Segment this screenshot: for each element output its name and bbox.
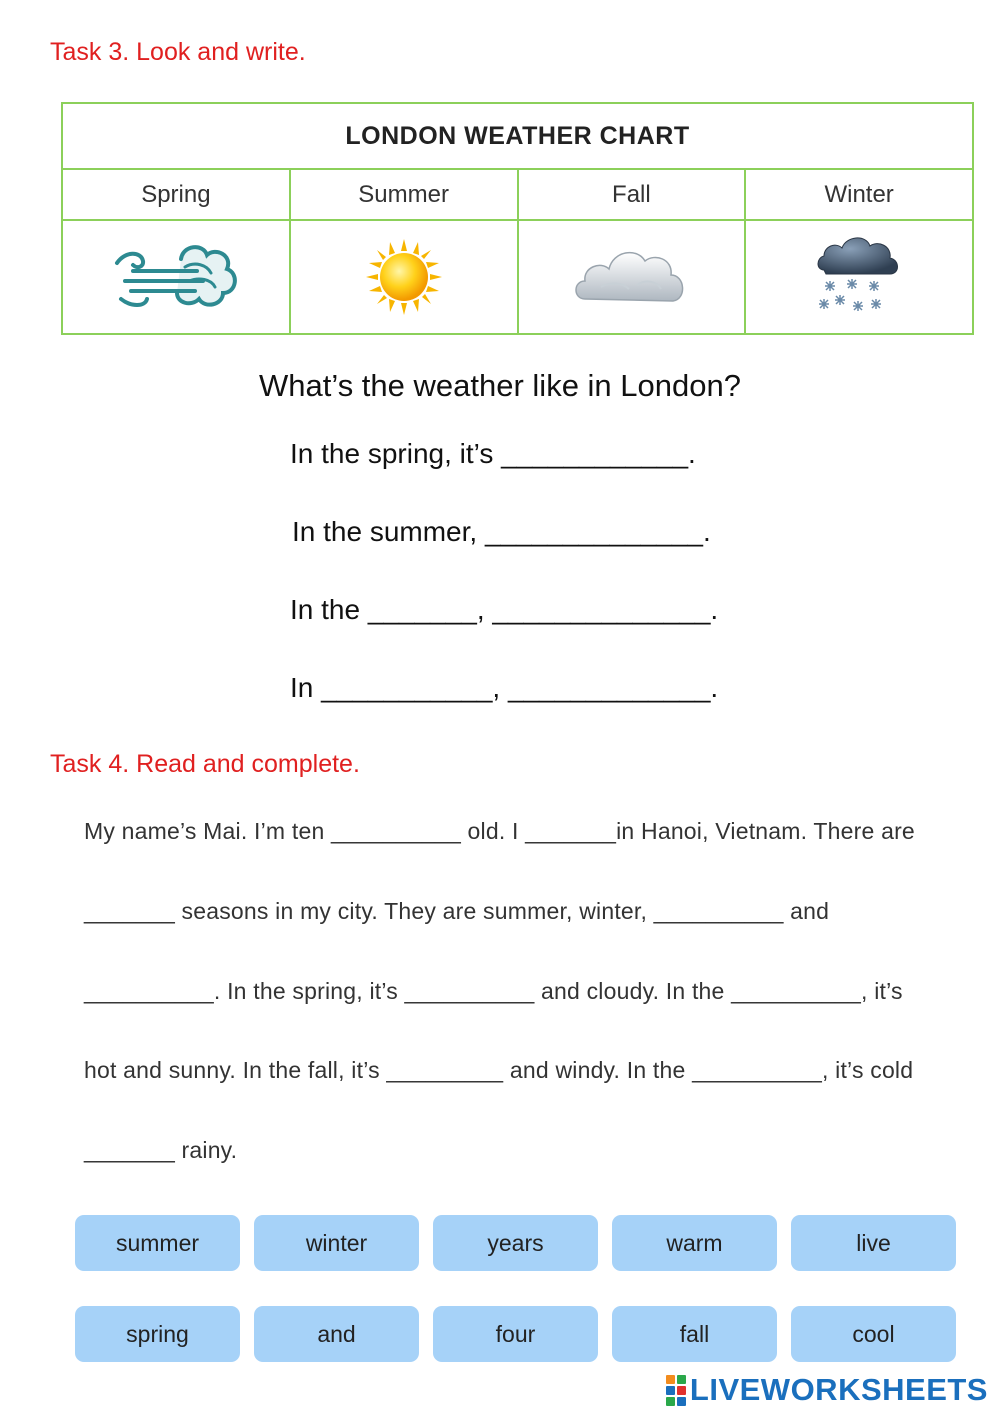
liveworksheets-logo	[666, 1372, 988, 1408]
question-heading: What’s the weather like in London?	[259, 368, 741, 403]
word-option-and[interactable]: and	[254, 1306, 419, 1362]
task3-title: Task 3. Look and write.	[50, 38, 306, 66]
word-bank-row	[75, 1215, 956, 1271]
wind-icon	[111, 237, 241, 317]
word-option-spring[interactable]: spring	[75, 1306, 240, 1362]
winter-icon-cell	[746, 221, 972, 333]
passage-line[interactable]: _______ seasons in my city. They are summer, winter, __________ and	[84, 898, 830, 924]
sun-icon	[364, 237, 444, 317]
word-option-summer[interactable]: summer	[75, 1215, 240, 1271]
summer-icon-cell	[291, 221, 519, 333]
chart-title: LONDON WEATHER CHART	[63, 104, 972, 170]
fill-sentence-spring[interactable]: In the spring, it’s ____________.	[290, 438, 696, 469]
fill-sentence-summer[interactable]: In the summer, ______________.	[292, 516, 711, 547]
fall-icon-cell	[519, 221, 747, 333]
passage-line[interactable]: My name’s Mai. I’m ten __________ old. I _______in Hanoi, Vietnam. There are	[84, 818, 915, 844]
passage-line[interactable]: _______ rainy.	[84, 1137, 238, 1163]
season-label-spring: Spring	[63, 170, 291, 219]
fill-sentence-fall[interactable]: In the _______, ______________.	[290, 594, 719, 625]
london-weather-chart	[61, 102, 974, 335]
spring-icon-cell	[63, 221, 291, 333]
word-option-fall[interactable]: fall	[612, 1306, 777, 1362]
snow-cloud-icon	[814, 232, 904, 322]
season-label-fall: Fall	[519, 170, 747, 219]
logo-mark-icon	[666, 1375, 686, 1406]
season-label-winter: Winter	[824, 180, 894, 208]
word-option-cool[interactable]: cool	[791, 1306, 956, 1362]
word-option-live[interactable]: live	[791, 1215, 956, 1271]
passage-line[interactable]: __________. In the spring, it’s __________ and cloudy. In the __________, it’s	[84, 978, 903, 1004]
passage-line[interactable]: hot and sunny. In the fall, it’s _________ and windy. In the __________, it’s cold	[84, 1057, 914, 1083]
fill-sentence-winter[interactable]: In ___________, _____________.	[290, 672, 719, 703]
word-option-warm[interactable]: warm	[612, 1215, 777, 1271]
word-option-four[interactable]: four	[433, 1306, 598, 1362]
word-bank-row	[75, 1306, 956, 1362]
word-option-years[interactable]: years	[433, 1215, 598, 1271]
task4-title: Task 4. Read and complete.	[50, 750, 360, 778]
logo-text: LIVEWORKSHEETS	[689, 1372, 988, 1407]
word-option-winter[interactable]: winter	[254, 1215, 419, 1271]
season-label-summer: Summer	[291, 170, 519, 219]
cloud-icon	[571, 237, 691, 317]
season-header-row	[63, 170, 972, 221]
weather-icon-row	[63, 221, 972, 333]
